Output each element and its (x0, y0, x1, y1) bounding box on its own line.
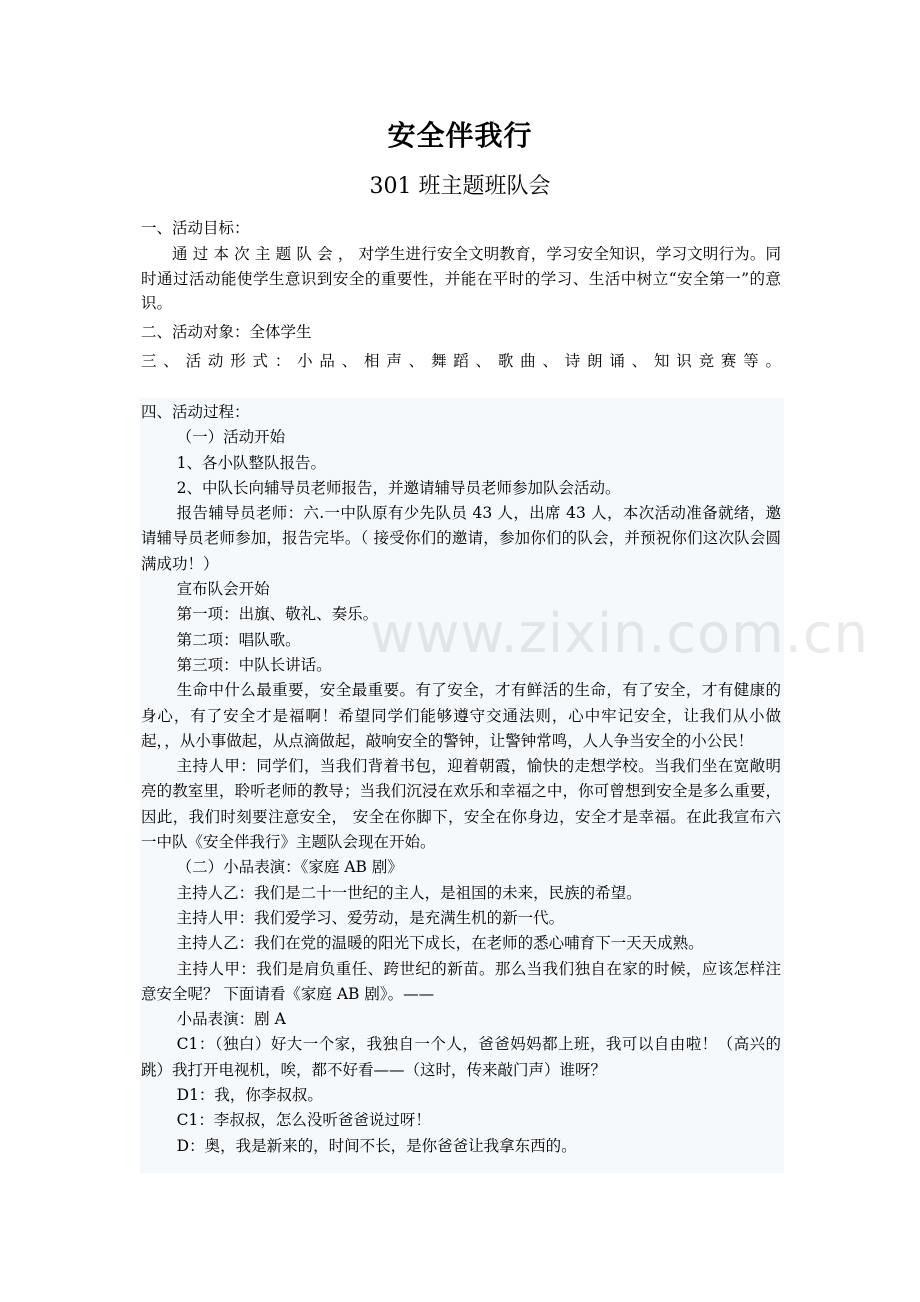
form-line: 三、活动形式：小品、相声、舞蹈、歌曲、诗朗诵、知识竞赛等。 (141, 352, 781, 370)
process-paragraph: C1：李叔叔，怎么没听爸爸说过呀！ (176, 1111, 431, 1130)
goal-heading: 一、活动目标： (141, 219, 250, 237)
process-section (141, 400, 781, 1159)
process-paragraph: （二）小品表演：《家庭 AB 剧》 (176, 858, 403, 877)
process-paragraph: 第三项：中队长讲话。 (176, 655, 332, 674)
target-line: 二、活动对象：全体学生 (141, 323, 312, 341)
watermark: www.zixin.com.cn (370, 602, 869, 665)
goal-paragraph: 通 过 本 次 主 题 队 会 ， 对学生进行安全文明教育，学习安全知识，学习文明行为。同时通过活动能使学生意识到安全的重要性，并能在平时的学习、生活中树立“安全第一”的意识。 (141, 245, 781, 312)
process-paragraph: 主持人甲：我们是肩负重任、跨世纪的新苗。那么当我们独自在家的时候，应该怎样注意安全呢？ 下面请看《家庭 AB 剧》。—— (141, 959, 781, 1003)
process-paragraph: 主持人甲：同学们，当我们背着书包，迎着朝霞，愉快的走想学校。当我们坐在宽敞明亮的教室里，聆听老师的教导；当我们沉浸在欢乐和幸福之中，你可曾想到安全是多么重要，因此，我们时刻要注意安全， 安全在你脚下，安全在你身边，安全才是幸福。在此我宣布六一中队《安全伴我行》主题队会现在开始。 (141, 757, 781, 852)
process-paragraph: 生命中什么最重要，安全最重要。有了安全，才有鲜活的生命，有了安全，才有健康的身心，有了安全才是福啊！希望同学们能够遵守交通法则，心中牢记安全，让我们从小做起，，从小事做起，从点滴做起，敲响安全的警钟，让警钟常鸣，人人争当安全的小公民！ (141, 681, 781, 750)
process-heading: 四、活动过程： (141, 403, 250, 421)
process-paragraph: 第二项：唱队歌。 (176, 630, 301, 649)
process-paragraph: 报告辅导员老师：六.一中队原有少先队员 43 人，出席 43 人，本次活动准备就绪，邀请辅导员老师参加，报告完毕。（ 接受你们的邀请，参加你们的队会，并预祝你们这次队会圆满成功！） (141, 504, 781, 573)
process-paragraph: D1：我，你李叔叔。 (176, 1086, 323, 1105)
process-paragraph: 主持人乙：我们是二十一世纪的主人，是祖国的未来，民族的希望。 (176, 883, 642, 902)
process-paragraph: 1、各小队整队报告。 (176, 453, 327, 472)
document-title: 安全伴我行 (387, 119, 533, 152)
process-paragraph: D：奥，我是新来的，时间不长，是你爸爸让我拿东西的。 (176, 1136, 577, 1155)
process-paragraph: 2、中队长向辅导员老师报告，并邀请辅导员老师参加队会活动。 (176, 478, 621, 497)
process-paragraph: 小品表演：剧 A (176, 1010, 286, 1029)
process-list (141, 425, 781, 1159)
process-paragraph: 宣布队会开始 (176, 580, 270, 599)
document-subtitle: 301 班主题班队会 (369, 174, 551, 199)
process-paragraph: （一）活动开始 (176, 428, 286, 447)
process-paragraph: 主持人甲：我们爱学习、爱劳动，是充满生机的新一代。 (176, 908, 565, 927)
process-paragraph: 主持人乙：我们在党的温暖的阳光下成长，在老师的悉心哺育下一天天成熟。 (176, 934, 704, 953)
process-paragraph: C1：（独白）好大一个家，我独自一个人，爸爸妈妈都上班，我可以自由啦！（高兴的跳）我打开电视机，唉，都不好看——（这时，传来敲门声）谁呀？ (141, 1035, 781, 1079)
process-paragraph: 第一项：出旗、敬礼、奏乐。 (176, 605, 379, 624)
